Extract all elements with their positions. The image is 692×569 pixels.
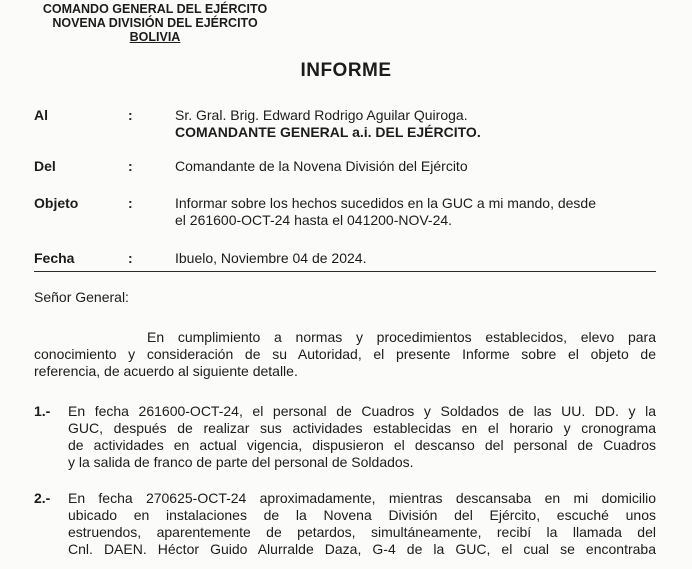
- header-divider: [34, 271, 656, 272]
- list-item-line: y la salida de franco de parte del personal de Soldados.: [68, 454, 414, 470]
- field-fecha-colon: :: [128, 250, 133, 266]
- intro-line-2: conocimiento y consideración de su Autoridad, el presente Informe sobre el objeto de: [34, 346, 656, 362]
- list-item-line: En fecha 270625-OCT-24 aproximadamente, mientras descansaba en mi domicilio: [68, 490, 656, 506]
- letterhead-line-2: NOVENA DIVISIÓN DEL EJÉRCITO: [52, 16, 258, 30]
- field-al-value: [175, 107, 685, 141]
- field-objeto-value: [175, 195, 685, 229]
- field-objeto-line-2: el 261600-OCT-24 hasta el 041200-NOV-24.: [175, 212, 453, 228]
- field-al-line-2: COMANDANTE GENERAL a.i. DEL EJÉRCITO.: [175, 124, 481, 140]
- field-fecha-value: Ibuelo, Noviembre 04 de 2024.: [175, 250, 367, 266]
- list-item-line: En fecha 261600-OCT-24, el personal de Cuadros y Soldados de las UU. DD. y la: [68, 403, 656, 419]
- field-fecha-label: Fecha: [34, 250, 75, 266]
- field-al-colon: :: [128, 107, 133, 123]
- list-item-line: estruendos, aparentemente de petardos, simultáneamente, recibí la llamada del: [68, 524, 656, 540]
- list-item-line: GUC, después de realizar sus actividades establecidas en el horario y cronograma: [68, 420, 656, 436]
- field-del-label: Del: [34, 158, 56, 174]
- field-al-label: Al: [34, 107, 48, 123]
- intro-line-3: referencia, de acuerdo al siguiente detalle.: [34, 363, 298, 379]
- intro-line-1: En cumplimiento a normas y procedimientos establecidos, elevo para: [147, 329, 656, 345]
- letterhead: [40, 2, 270, 44]
- list-item-line: de actividades en actual vigencia, dispusieron el descanso del personal de Cuadros: [68, 437, 656, 453]
- field-objeto-colon: :: [128, 195, 133, 211]
- list-item-line: Cnl. DAEN. Héctor Guido Alurralde Daza, G-4 de la GUC, el cual se encontraba: [68, 541, 656, 557]
- field-al-line-1: Sr. Gral. Brig. Edward Rodrigo Aguilar Quiroga.: [175, 107, 468, 123]
- field-del-value: Comandante de la Novena División del Ejército: [175, 158, 468, 174]
- letterhead-line-1: COMANDO GENERAL DEL EJÉRCITO: [42, 2, 268, 16]
- letterhead-line-3: BOLIVIA: [129, 30, 181, 44]
- field-objeto-line-1: Informar sobre los hechos sucedidos en la GUC a mi mando, desde: [175, 195, 596, 211]
- list-item-text: [68, 403, 656, 471]
- salutation: Señor General:: [34, 289, 129, 305]
- field-objeto-label: Objeto: [34, 195, 79, 211]
- list-item-number: 1.-: [34, 403, 51, 419]
- document-title: INFORME: [300, 60, 392, 81]
- field-del-colon: :: [128, 158, 133, 174]
- intro-paragraph: [34, 329, 656, 380]
- list-item-number: 2.-: [34, 490, 51, 506]
- list-item-text: [68, 490, 656, 558]
- list-item-line: ubicado en instalaciones de la Novena División del Ejército, escuché unos: [68, 507, 656, 523]
